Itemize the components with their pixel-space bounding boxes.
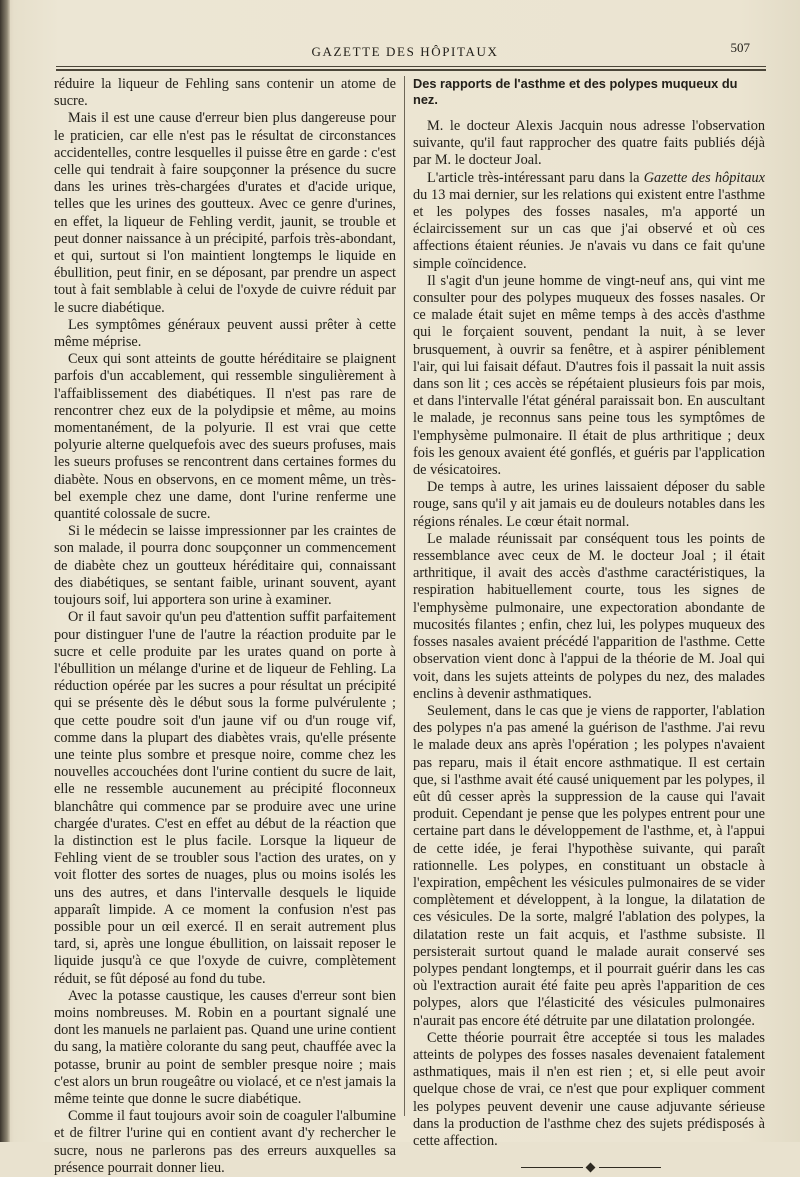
header-rule-thick — [56, 69, 766, 71]
binding-edge — [0, 0, 10, 1142]
section-title: Des rapports de l'asthme et des polypes muqueux du nez. — [413, 76, 738, 107]
right-paragraph — [413, 170, 765, 273]
intro-paragraph: M. le docteur Alexis Jacquin nous adresse l'observation suivante, qu'il faut rapprocher des quatre faits publiés déjà par M. le docteur Joal. — [413, 118, 765, 169]
text-run: L'article très-intéressant paru dans la — [427, 169, 644, 186]
ornament-line — [599, 1167, 661, 1168]
left-paragraph: Mais il est une cause d'erreur bien plus dangereuse pour le praticien, car elle n'est pas le résultat de circonstances accidentelles, contre lesquelles il puisse être en garde : c'est celle qui tendrait à faire soupçonner la présence du sucre dans les urines très-chargées d'urates et d'acide urique, telles que les urines des goutteux. Avec ce genre d'urines, en effet, la liqueur de Fehling verdit, jaunit, se trouble et peut donner naissance à un précipité, parfois très-abondant, et qui, surtout si l'on maintient longtemps le liquide en ébullition, peut finir, en se déposant, par prendre un aspect tout à fait semblable à celui de l'oxyde de cuivre réduit par le sucre diabétique. — [54, 110, 396, 316]
left-paragraph: Avec la potasse caustique, les causes d'erreur sont bien moins nombreuses. M. Robin en a pourtant signalé une dont les manuels ne parlaient pas. Quand une urine contient du sang, la matière colorante du sang peut, chauffée avec la potasse, brunir au point de sembler presque noire ; mais c'est alors un brun rougeâtre ou violacé, et ce n'est jamais la même teinte que donne le sucre diabétique. — [54, 987, 396, 1107]
right-paragraph: Seulement, dans le cas que je viens de rapporter, l'ablation des polypes n'a pas amené la guérison de l'asthme. J'ai revu le malade deux ans après l'opération ; les polypes n'avaient pas reparu, mais il était encore asthmatique. Il est certain que, si l'asthme avait été causé uniquement par les polypes, il eût dû cesser après la suppression de la cause qui l'avait produit. Cependant je pense que les polypes entrent pour une certaine part dans le développement de l'asthme, et, à l'appui de cette idée, je ferai l'hypothèse suivante, qui paraît rationnelle. Les polypes, en constituant un obstacle à l'expiration, empêchent les vésicules pulmonaires de se vider complètement et développent, à la longue, la dilatation de ces vésicules. De la sorte, malgré l'ablation des polypes, la dilatation reste un fait acquis, et l'asthme subsiste. Il persisterait surtout quand le malade aurait conservé ses polypes pendant longtemps, et il pourrait guérir dans les cas où l'extraction aurait été faite peu après l'apparition de ces polypes, alors que l'élasticité des vésicules pulmonaires n'aurait pas encore été détruite par une dilatation prolongée. — [413, 702, 765, 1029]
left-paragraph: Si le médecin se laisse impressionner par les craintes de son malade, il pourra donc soupçonner un commencement de diabète chez un goutteux héréditaire qui, connaissant des diabétiques, se sentant faible, urinant souvent, ayant toujours soif, lui apportera son urine à examiner. — [54, 523, 396, 609]
page-header — [0, 40, 800, 62]
right-paragraph: De temps à autre, les urines laissaient déposer du sable rouge, sans qu'il y ait jamais eu de douleurs notables dans les régions rénales. Le cœur était normal. — [413, 479, 765, 530]
page-number: 507 — [730, 40, 750, 55]
left-paragraph: Or il faut savoir qu'un peu d'attention suffit parfaitement pour distinguer l'une de l'autre la réaction produite par le sucre et celle produite par les urates quand on porte à l'ébullition un mélange d'urine et de liqueur de Fehling. La réduction opérée par les sucres a pour résultat un précipité qui se présente dès le début sous la forme pulvérulente ; que cette poudre soit d'un jaune vif ou d'un rouge vif, comme dans la plupart des diabètes vrais, qu'elle présente une teinte plus sombre et presque noire, comme chez les nouvelles accouchées dont l'urine contient du sucre de lait, elle ne ressemble aucunement au précipité floconneux blanchâtre qui commence par se produire avec une urine chargée d'urates. C'est en effet au début de la réaction que la distinction est le plus facile. Lorsque la liqueur de Fehling vient de se troubler sous l'action des urates, on y voit flotter des sortes de nuages, plus ou moins isolés les uns des autres, et dans l'intervalle desquels le liquide apparaît limpide. A ce moment la confusion n'est pas possible pour un œil exercé. Il en serait autrement plus tard, si, après une longue ébullition, on laissait reposer le liquide jusqu'à ce que l'oxyde de cuivre, complètement réduit, se fût déposé au fond du tube. — [54, 609, 396, 987]
left-paragraph: Les symptômes généraux peuvent aussi prêter à cette même méprise. — [54, 316, 396, 351]
right-paragraph: Le malade réunissait par conséquent tous les points de ressemblance avec ceux de M. le docteur Joal ; il était arthritique, il avait des accès d'asthme caractéristiques, la respiration habituellement courte, tous les signes de l'emphysème pulmonaire, une expectoration abondante de mucosités filantes ; enfin, chez lui, les polypes muqueux des fosses nasales avaient précédé l'apparition de l'asthme. Cette observation vient donc à l'appui de la théorie de M. Joal qui voit, dans les sujets atteints de polypes du nez, des malades enclins à devenir asthmatiques. — [413, 530, 765, 702]
left-paragraph: Ceux qui sont atteints de goutte héréditaire se plaignent parfois d'un accablement, qui ressemble singulièrement à l'affaiblissement des diabétiques. Il n'est pas rare de rencontrer chez eux de la polydipsie et même, au moins momentanément, de la polyurie. Il est vrai que cette polyurie alterne quelquefois avec des sueurs profuses, mais les sueurs profuses se rencontrent dans certaines formes du diabète. Nous en observons, en ce moment même, un très-bel exemple chez une dame, dont l'urine renferme une quantité colossale de sucre. — [54, 351, 396, 523]
left-paragraph: réduire la liqueur de Fehling sans contenir un atome de sucre. — [54, 76, 396, 110]
running-title: GAZETTE DES HÔPITAUX — [311, 44, 499, 59]
journal-title: Gazette des hôpitaux — [643, 169, 765, 186]
right-column — [413, 76, 765, 1172]
end-ornament — [521, 1164, 661, 1172]
text-run: du 13 mai dernier, sur les relations qui existent entre l'asthme et les polypes des fosses nasales, m'a apporté un éclaircissement sur un cas que j'ai observé et où ces affections étaient réunies. Je n'avais vu dans ce fait qu'une simple coïncidence. — [413, 186, 765, 272]
ornament-diamond — [586, 1163, 596, 1173]
left-paragraph: Comme il faut toujours avoir soin de coaguler l'albumine et de filtrer l'urine qui en contient avant d'y rechercher le sucre, nous ne parlerons pas des erreurs auxquelles sa présence pourrait donner lieu. — [54, 1108, 396, 1176]
ornament-line — [521, 1167, 583, 1168]
header-rule — [56, 66, 766, 67]
column-divider — [404, 76, 405, 1116]
right-paragraph: Il s'agit d'un jeune homme de vingt-neuf ans, qui vint me consulter pour des polypes muqueux des fosses nasales. Or ce malade était sujet en même temps à des accès d'asthme qui le forçaient souvent, pendant la nuit, à se lever brusquement, à ouvrir sa fenêtre, et à aspirer péniblement l'air, qui lui faisait défaut. D'autres fois il passait la nuit assis dans son lit ; ces accès se répétaient plusieurs fois par mois, et dans l'intervalle l'état général paraissait bon. En auscultant le malade, je reconnus sans peine tous les symptômes de l'emphysème pulmonaire. Il était de plus arthritique ; deux fois les genoux avaient été gonflés, et guéris par l'application de vésicatoires. — [413, 272, 765, 479]
left-column — [54, 76, 396, 1177]
right-paragraph: Cette théorie pourrait être acceptée si tous les malades atteints de polypes des fosses nasales devenaient fatalement asthmatiques, mais il n'en est rien ; et, si elle peut avoir quelque chose de vrai, ce n'est que pour expliquer comment les polypes peuvent devenir une cause adjuvante sérieuse dans la production de l'asthme chez des sujets prédisposés à cette affection. — [413, 1029, 765, 1149]
